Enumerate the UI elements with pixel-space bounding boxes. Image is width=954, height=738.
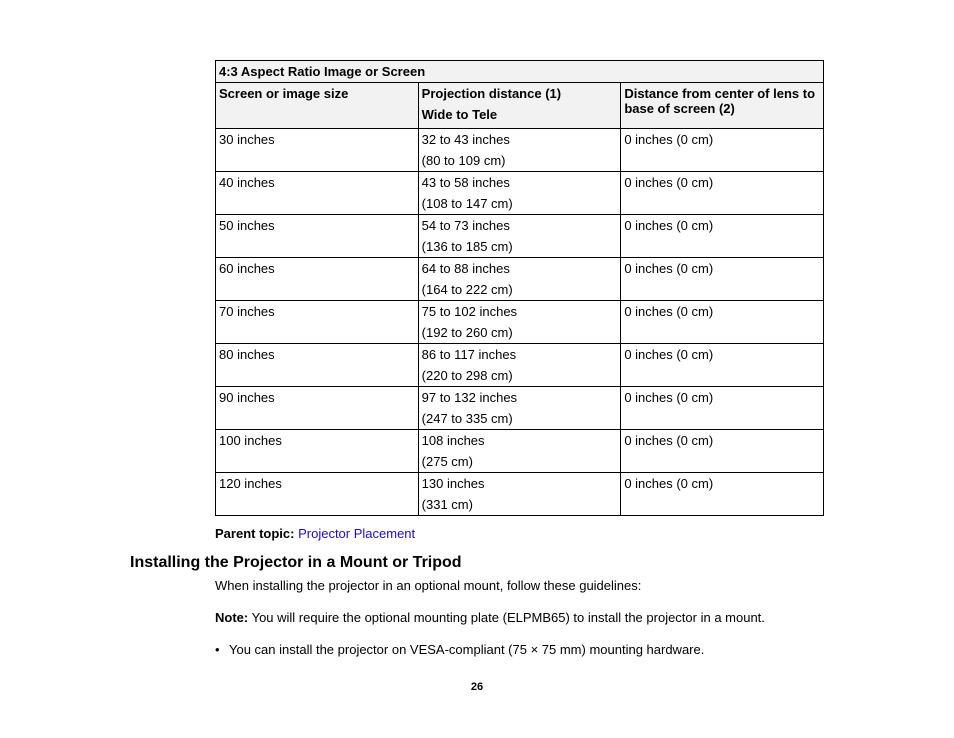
cell-screen-size: 70 inches	[216, 301, 419, 344]
bullet-item	[215, 642, 704, 658]
cell-projection-distance	[418, 473, 621, 516]
cell-lens-distance: 0 inches (0 cm)	[621, 172, 824, 215]
table-row	[216, 473, 824, 516]
cell-projection-distance	[418, 387, 621, 430]
cell-projection-cm: (331 cm)	[421, 497, 473, 512]
table-row	[216, 258, 824, 301]
cell-projection-distance	[418, 172, 621, 215]
cell-screen-size: 80 inches	[216, 344, 419, 387]
cell-projection-distance	[418, 258, 621, 301]
table-row	[216, 430, 824, 473]
table-caption: 4:3 Aspect Ratio Image or Screen	[216, 61, 824, 83]
projection-distance-table	[215, 60, 824, 516]
note-text: You will require the optional mounting plate (ELPMB65) to install the projector in a mount.	[248, 610, 765, 625]
header-projection-distance	[418, 83, 621, 129]
header-screen-size: Screen or image size	[216, 83, 419, 129]
table-row	[216, 172, 824, 215]
cell-lens-distance: 0 inches (0 cm)	[621, 430, 824, 473]
cell-projection-distance	[418, 344, 621, 387]
table-row	[216, 344, 824, 387]
section-intro: When installing the projector in an optional mount, follow these guidelines:	[215, 578, 642, 593]
cell-projection-cm: (220 to 298 cm)	[421, 368, 513, 383]
cell-screen-size: 30 inches	[216, 129, 419, 172]
cell-screen-size: 90 inches	[216, 387, 419, 430]
section-title: Installing the Projector in a Mount or Tripod	[130, 554, 462, 571]
table-row	[216, 215, 824, 258]
parent-topic-link[interactable]: Projector Placement	[298, 526, 416, 541]
cell-screen-size: 120 inches	[216, 473, 419, 516]
cell-projection-cm: (164 to 222 cm)	[421, 282, 513, 297]
bullet-marker: •	[215, 642, 220, 657]
cell-projection-inches: 75 to 102 inches	[421, 304, 518, 319]
cell-lens-distance: 0 inches (0 cm)	[621, 387, 824, 430]
cell-projection-inches: 32 to 43 inches	[421, 132, 510, 147]
cell-projection-inches: 97 to 132 inches	[421, 390, 518, 405]
note-label: Note:	[215, 610, 249, 625]
table-caption-row	[216, 61, 824, 83]
cell-projection-cm: (275 cm)	[421, 454, 473, 469]
cell-lens-distance: 0 inches (0 cm)	[621, 129, 824, 172]
table-row	[216, 387, 824, 430]
table-row	[216, 129, 824, 172]
cell-projection-distance	[418, 430, 621, 473]
table-header-row	[216, 83, 824, 129]
cell-projection-inches: 130 inches	[421, 476, 485, 491]
cell-projection-cm: (136 to 185 cm)	[421, 239, 513, 254]
cell-lens-distance: 0 inches (0 cm)	[621, 215, 824, 258]
cell-projection-inches: 43 to 58 inches	[421, 175, 510, 190]
cell-projection-cm: (192 to 260 cm)	[421, 325, 513, 340]
cell-projection-cm: (108 to 147 cm)	[421, 196, 513, 211]
cell-projection-cm: (80 to 109 cm)	[421, 153, 506, 168]
cell-lens-distance: 0 inches (0 cm)	[621, 301, 824, 344]
cell-screen-size: 100 inches	[216, 430, 419, 473]
header-projection-line2: Wide to Tele	[421, 107, 498, 122]
cell-lens-distance: 0 inches (0 cm)	[621, 344, 824, 387]
cell-projection-distance	[418, 129, 621, 172]
header-lens-distance: Distance from center of lens to base of screen (2)	[621, 83, 824, 129]
note-paragraph	[215, 610, 765, 626]
cell-lens-distance: 0 inches (0 cm)	[621, 473, 824, 516]
cell-screen-size: 40 inches	[216, 172, 419, 215]
header-projection-line1: Projection distance (1)	[421, 86, 562, 101]
cell-projection-inches: 108 inches	[421, 433, 485, 448]
cell-lens-distance: 0 inches (0 cm)	[621, 258, 824, 301]
cell-screen-size: 50 inches	[216, 215, 419, 258]
cell-screen-size: 60 inches	[216, 258, 419, 301]
cell-projection-inches: 54 to 73 inches	[421, 218, 510, 233]
cell-projection-inches: 64 to 88 inches	[421, 261, 510, 276]
page-number: 26	[470, 681, 484, 693]
cell-projection-distance	[418, 301, 621, 344]
cell-projection-cm: (247 to 335 cm)	[421, 411, 513, 426]
cell-projection-distance	[418, 215, 621, 258]
bullet-text: You can install the projector on VESA-compliant (75 × 75 mm) mounting hardware.	[229, 642, 705, 657]
cell-projection-inches: 86 to 117 inches	[421, 347, 517, 362]
parent-topic-label: Parent topic:	[215, 526, 295, 541]
table-row	[216, 301, 824, 344]
parent-topic	[215, 526, 415, 542]
